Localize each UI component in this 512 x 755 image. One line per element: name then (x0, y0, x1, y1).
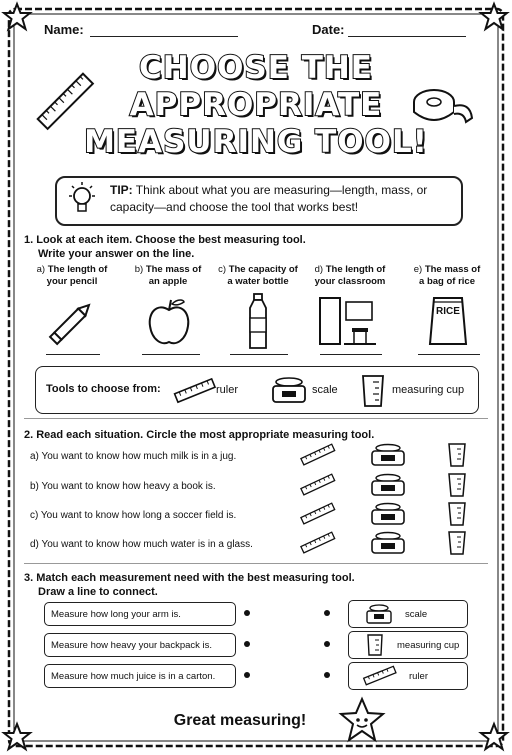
tip-text (110, 182, 445, 216)
date-label: Date: (312, 22, 345, 37)
scale-icon (270, 374, 308, 406)
measuring-cup-option-icon[interactable] (446, 501, 468, 527)
situation-a: a) You want to know how much milk is in a jug. (30, 451, 237, 462)
divider (24, 563, 488, 564)
rice-label: RICE (436, 306, 460, 317)
ruler-option-icon[interactable] (300, 474, 336, 496)
answer-line-e[interactable] (418, 354, 480, 355)
water-bottle-icon (246, 292, 270, 350)
item-e: e) The mass of a bag of rice (413, 264, 481, 287)
situation-d: d) You want to know how much water is in a glass. (30, 539, 253, 550)
star-icon (479, 722, 509, 752)
footer-message: Great measuring! (173, 712, 307, 729)
item-b: b) The mass of an apple (134, 264, 202, 287)
scale-option-icon[interactable] (370, 442, 406, 468)
item-a: a) The length of your pencil (36, 264, 108, 287)
match-tool-measuring-cup[interactable]: measuring cup (348, 631, 468, 659)
date-field[interactable] (348, 36, 466, 37)
tool-ruler-label: ruler (216, 384, 239, 396)
answer-line-a[interactable] (46, 354, 100, 355)
tape-measure-icon (408, 72, 480, 132)
classroom-icon (318, 296, 378, 348)
pencil-icon (44, 294, 100, 350)
ruler-icon (174, 376, 216, 406)
rice-bag-icon (426, 292, 470, 348)
match-dot-right[interactable] (324, 672, 330, 678)
scale-option-icon[interactable] (370, 530, 406, 556)
item-d: d) The length of your classroom (314, 264, 386, 287)
ruler-icon (32, 68, 100, 136)
measuring-cup-icon (365, 633, 385, 657)
section3-instruction: 3. Match each measurement need with the best measuring tool. Draw a line to connect. (24, 572, 355, 598)
smiling-star-icon (338, 696, 386, 744)
apple-icon (146, 296, 192, 348)
tool-cup-label: measuring cup (392, 384, 465, 396)
scale-icon (365, 603, 393, 625)
answer-line-b[interactable] (142, 354, 200, 355)
star-icon (2, 2, 32, 32)
measuring-cup-option-icon[interactable] (446, 442, 468, 468)
match-dot-left[interactable] (244, 641, 250, 647)
divider (24, 418, 488, 419)
ruler-icon (363, 665, 397, 687)
match-need-3[interactable]: Measure how much juice is in a carton. (44, 664, 236, 688)
item-c: c) The capacity of a water bottle (218, 264, 298, 287)
situation-c: c) You want to know how long a soccer field is. (30, 510, 237, 521)
name-label: Name: (44, 22, 84, 37)
match-tool-ruler[interactable]: ruler (348, 662, 468, 690)
lightbulb-icon (66, 180, 98, 218)
match-dot-right[interactable] (324, 641, 330, 647)
ruler-option-icon[interactable] (300, 444, 336, 466)
scale-option-icon[interactable] (370, 501, 406, 527)
name-field[interactable] (90, 36, 238, 37)
match-dot-left[interactable] (244, 610, 250, 616)
scale-option-icon[interactable] (370, 472, 406, 498)
section2-instruction: 2. Read each situation. Circle the most appropriate measuring tool. (24, 429, 375, 441)
measuring-cup-icon (358, 372, 388, 408)
page-title: CHOOSE THE APPROPRIATE MEASURING TOOL! (84, 50, 428, 160)
measuring-cup-option-icon[interactable] (446, 530, 468, 556)
situation-b: b) You want to know how heavy a book is. (30, 481, 216, 492)
match-dot-right[interactable] (324, 610, 330, 616)
match-dot-left[interactable] (244, 672, 250, 678)
match-need-2[interactable]: Measure how heavy your backpack is. (44, 633, 236, 657)
ruler-option-icon[interactable] (300, 503, 336, 525)
measuring-cup-option-icon[interactable] (446, 472, 468, 498)
star-icon (479, 2, 509, 32)
ruler-option-icon[interactable] (300, 532, 336, 554)
answer-line-d[interactable] (320, 354, 382, 355)
tip-body: Think about what you are measuring—length, mass, or capacity—and choose the tool that works best! (110, 183, 428, 214)
match-need-1[interactable]: Measure how long your arm is. (44, 602, 236, 626)
section1-instruction: 1. Look at each item. Choose the best measuring tool. Write your answer on the line. (24, 234, 306, 260)
tools-label: Tools to choose from: (46, 383, 161, 395)
tool-scale-label: scale (312, 384, 338, 396)
tip-label: TIP: (110, 183, 133, 197)
answer-line-c[interactable] (230, 354, 288, 355)
match-tool-scale[interactable]: scale (348, 600, 468, 628)
